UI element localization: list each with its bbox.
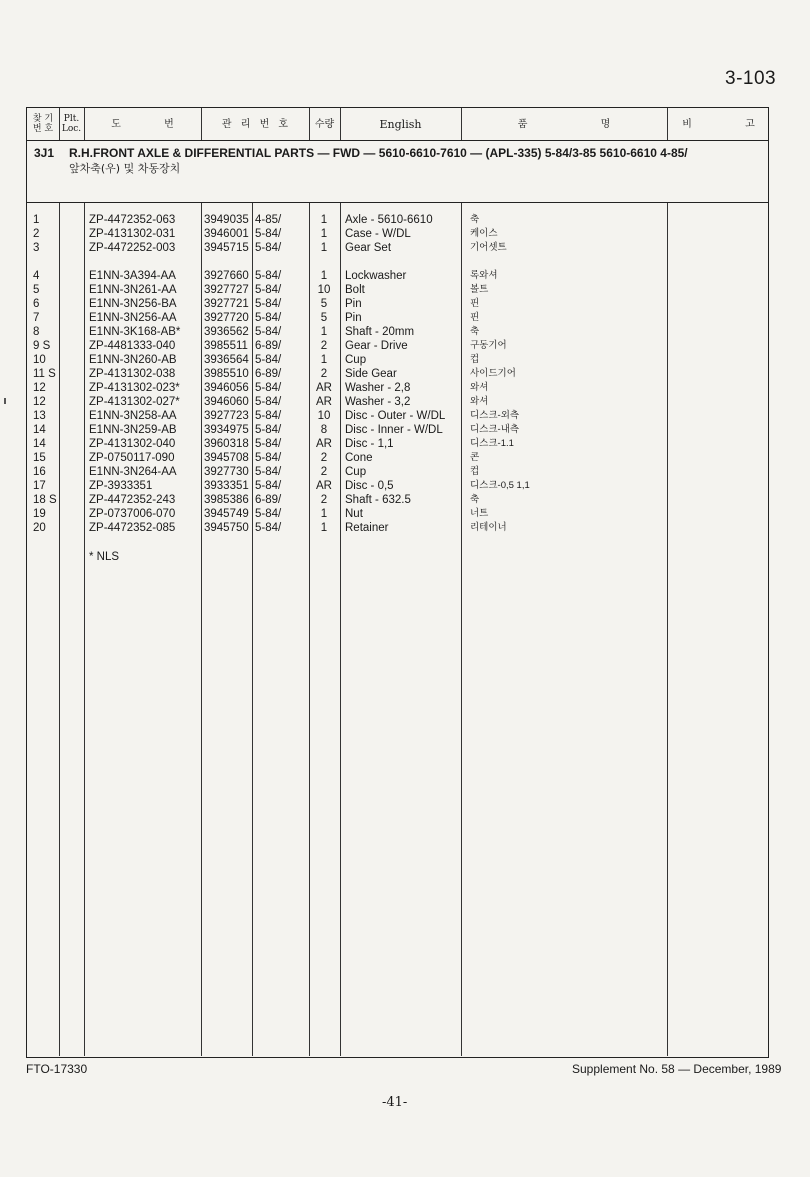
cell-quantity: 1 — [320, 228, 328, 240]
header-ref-no: 찾 기 번 호 — [32, 114, 54, 134]
cell-ref-no: 19 — [33, 508, 46, 520]
cell-quantity: 2 — [320, 340, 328, 352]
cell-korean-name: 축 — [470, 214, 480, 225]
cell-english-name: Disc - Inner - W/DL — [345, 424, 443, 436]
cell-english-name: Washer - 2,8 — [345, 382, 411, 394]
header-part-name: 품 명 — [517, 118, 611, 130]
cell-ref-no: 9 S — [33, 340, 51, 352]
cell-english-name: Gear Set — [345, 242, 392, 254]
cell-korean-name: 핀 — [470, 312, 480, 323]
cell-korean-name: 와셔 — [470, 396, 489, 407]
cell-management-number: 3936562 — [204, 326, 249, 338]
header-remarks: 비 고 — [682, 118, 755, 130]
cell-ref-no: 14 — [33, 424, 46, 436]
cell-ref-no: 10 — [33, 354, 46, 366]
cell-ref-no: 2 — [33, 228, 40, 240]
cell-english-name: Disc - 1,1 — [345, 438, 394, 450]
cell-ref-no: 8 — [33, 326, 40, 338]
cell-quantity: 8 — [320, 424, 328, 436]
table-row — [27, 521, 768, 535]
cell-management-number: 3945750 — [204, 522, 249, 534]
cell-management-number: 3985511 — [204, 340, 248, 352]
cell-management-number: 3960318 — [204, 438, 249, 450]
cell-ref-no: 12 — [33, 382, 46, 394]
table-row — [27, 493, 768, 507]
cell-english-name: Lockwasher — [345, 270, 407, 282]
cell-part-number: ZP-4472252-003 — [89, 242, 176, 254]
cell-part-number: ZP-4131302-040 — [89, 438, 176, 450]
cell-part-number: ZP-0737006-070 — [89, 508, 176, 520]
cell-management-number: 3946001 — [204, 228, 249, 240]
cell-english-name: Cup — [345, 466, 367, 478]
cell-english-name: Washer - 3,2 — [345, 396, 411, 408]
cell-effective-date: 5-84/ — [255, 382, 282, 394]
cell-ref-no: 1 — [33, 214, 40, 226]
cell-ref-no: 11 S — [33, 368, 56, 380]
cell-korean-name: 록와셔 — [470, 270, 498, 281]
header-management-no: 관 리 번 호 — [221, 118, 289, 130]
cell-effective-date: 5-84/ — [255, 466, 282, 478]
cell-effective-date: 5-84/ — [255, 396, 282, 408]
cell-management-number: 3945749 — [204, 508, 249, 520]
cell-korean-name: 디스크-내측 — [470, 424, 520, 435]
cell-korean-name: 디스크-1.1 — [470, 438, 514, 449]
table-row — [27, 451, 768, 465]
cell-quantity: 2 — [320, 494, 328, 506]
table-row — [27, 437, 768, 451]
cell-ref-no: 18 S — [33, 494, 57, 506]
table-row — [27, 395, 768, 409]
cell-part-number: E1NN-3A394-AA — [89, 270, 176, 282]
cell-management-number: 3934975 — [204, 424, 249, 436]
cell-korean-name: 축 — [470, 326, 480, 337]
cell-english-name: Side Gear — [345, 368, 397, 380]
cell-effective-date: 5-84/ — [255, 326, 282, 338]
cell-quantity: 5 — [320, 312, 328, 324]
table-row — [27, 339, 768, 353]
header-english: English — [379, 117, 422, 131]
header-quantity: 수량 — [314, 118, 335, 130]
cell-english-name: Shaft - 20mm — [345, 326, 415, 338]
cell-management-number: 3927727 — [204, 284, 249, 296]
cell-management-number: 3945708 — [204, 452, 249, 464]
cell-quantity: AR — [316, 438, 332, 450]
page-number: 3-103 — [725, 68, 777, 89]
table-row — [27, 283, 768, 297]
cell-effective-date: 5-84/ — [255, 410, 282, 422]
cell-management-number: 3945715 — [204, 242, 249, 254]
cell-ref-no: 14 — [33, 438, 46, 450]
cell-ref-no: 13 — [33, 410, 46, 422]
cell-english-name: Disc - 0,5 — [345, 480, 394, 492]
cell-english-name: Pin — [345, 298, 362, 310]
cell-part-number: E1NN-3N256-BA — [89, 298, 177, 310]
cell-effective-date: 5-84/ — [255, 522, 282, 534]
cell-management-number: 3985386 — [204, 494, 249, 506]
cell-korean-name: 케이스 — [470, 228, 498, 239]
cell-management-number: 3949035 — [204, 214, 249, 226]
cell-effective-date: 5-84/ — [255, 438, 282, 450]
cell-effective-date: 4-85/ — [255, 214, 282, 226]
cell-quantity: 2 — [320, 466, 328, 478]
cell-management-number: 3927721 — [204, 298, 249, 310]
table-row — [27, 311, 768, 325]
cell-english-name: Bolt — [345, 284, 365, 296]
footnote-nls: * NLS — [89, 551, 120, 563]
cell-part-number: ZP-4131302-031 — [89, 228, 176, 240]
cell-effective-date: 5-84/ — [255, 480, 282, 492]
cell-korean-name: 볼트 — [470, 284, 489, 295]
section-korean-title: 앞차축(우) 및 차동장치 — [69, 162, 181, 175]
table-row — [27, 213, 768, 227]
cell-part-number: ZP-4472352-243 — [89, 494, 176, 506]
cell-quantity: 10 — [317, 284, 331, 296]
cell-ref-no: 5 — [33, 284, 40, 296]
footer-page-number: -41- — [382, 1095, 408, 1110]
cell-english-name: Disc - Outer - W/DL — [345, 410, 446, 422]
table-row — [27, 381, 768, 395]
cell-part-number: ZP-4131302-038 — [89, 368, 176, 380]
section-title: R.H.FRONT AXLE & DIFFERENTIAL PARTS — FWD — 5610-6610-7610 — (APL-335) 5-84/3-85 5610-6610 4-85/ — [69, 146, 688, 160]
cell-management-number: 3936564 — [204, 354, 249, 366]
cell-korean-name: 핀 — [470, 298, 480, 309]
cell-management-number: 3985510 — [204, 368, 249, 380]
cell-quantity: 1 — [320, 326, 328, 338]
cell-effective-date: 5-84/ — [255, 424, 282, 436]
cell-management-number: 3933351 — [204, 480, 249, 492]
cell-part-number: E1NN-3N264-AA — [89, 466, 177, 478]
section-code: 3J1 — [34, 146, 55, 160]
parts-rows — [27, 213, 768, 535]
cell-quantity: 1 — [320, 214, 328, 226]
table-row — [27, 297, 768, 311]
cell-ref-no: 16 — [33, 466, 46, 478]
cell-quantity: 1 — [320, 242, 328, 254]
header-plt-loc: Plt. Loc. — [61, 114, 82, 134]
cell-korean-name: 컵 — [470, 354, 480, 365]
cell-effective-date: 6-89/ — [255, 494, 282, 506]
cell-english-name: Axle - 5610-6610 — [345, 214, 433, 226]
cell-effective-date: 5-84/ — [255, 354, 282, 366]
cell-management-number: 3927723 — [204, 410, 249, 422]
table-row — [27, 367, 768, 381]
cell-part-number: ZP-4131302-023* — [89, 382, 180, 394]
cell-ref-no: 12 — [33, 396, 46, 408]
cell-quantity: 1 — [320, 354, 328, 366]
cell-management-number: 3927660 — [204, 270, 249, 282]
cell-quantity: 2 — [320, 452, 328, 464]
cell-english-name: Nut — [345, 508, 363, 520]
cell-management-number: 3946060 — [204, 396, 249, 408]
table-row — [27, 423, 768, 437]
cell-ref-no: 15 — [33, 452, 46, 464]
cell-quantity: 2 — [320, 368, 328, 380]
cell-effective-date: 5-84/ — [255, 270, 282, 282]
table-row — [27, 269, 768, 283]
table-row — [27, 353, 768, 367]
table-row — [27, 507, 768, 521]
cell-management-number: 3927730 — [204, 466, 249, 478]
cell-korean-name: 컵 — [470, 466, 480, 477]
table-row — [27, 325, 768, 339]
table-row — [27, 479, 768, 493]
footer-supplement: Supplement No. 58 — December, 1989 — [572, 1062, 782, 1076]
cell-ref-no: 20 — [33, 522, 46, 534]
cell-effective-date: 5-84/ — [255, 452, 282, 464]
cell-quantity: 1 — [320, 508, 328, 520]
cell-management-number: 3927720 — [204, 312, 249, 324]
cell-effective-date: 5-84/ — [255, 242, 282, 254]
table-row — [27, 241, 768, 255]
cell-korean-name: 리테이너 — [470, 522, 507, 533]
cell-quantity: 1 — [320, 522, 328, 534]
cell-quantity: 10 — [317, 410, 331, 422]
cell-english-name: Retainer — [345, 522, 389, 534]
parts-table — [26, 107, 769, 1058]
cell-effective-date: 6-89/ — [255, 368, 282, 380]
cell-english-name: Cup — [345, 354, 367, 366]
cell-effective-date: 5-84/ — [255, 508, 282, 520]
cell-english-name: Shaft - 632.5 — [345, 494, 411, 506]
cell-korean-name: 축 — [470, 494, 480, 505]
cell-english-name: Pin — [345, 312, 362, 324]
cell-english-name: Case - W/DL — [345, 228, 411, 240]
cell-quantity: AR — [316, 480, 332, 492]
cell-effective-date: 5-84/ — [255, 298, 282, 310]
cell-effective-date: 5-84/ — [255, 312, 282, 324]
cell-part-number: ZP-4481333-040 — [89, 340, 176, 352]
cell-part-number: E1NN-3N259-AB — [89, 424, 177, 436]
cell-korean-name: 와셔 — [470, 382, 489, 393]
table-row — [27, 227, 768, 241]
cell-effective-date: 6-89/ — [255, 340, 282, 352]
cell-ref-no: 17 — [33, 480, 46, 492]
cell-quantity: 5 — [320, 298, 328, 310]
cell-korean-name: 디스크-0,5 1,1 — [470, 480, 530, 491]
header-rule — [27, 140, 768, 141]
cell-part-number: ZP-4472352-063 — [89, 214, 176, 226]
cell-part-number: E1NN-3N261-AA — [89, 284, 177, 296]
cell-part-number: ZP-4472352-085 — [89, 522, 176, 534]
cell-ref-no: 3 — [33, 242, 40, 254]
cell-part-number: ZP-4131302-027* — [89, 396, 180, 408]
cell-quantity: AR — [316, 396, 332, 408]
cell-part-number: ZP-0750117-090 — [89, 452, 175, 464]
header-drawing-no: 도 번 — [111, 118, 174, 130]
cell-effective-date: 5-84/ — [255, 284, 282, 296]
cell-ref-no: 6 — [33, 298, 40, 310]
footer-doc-number: FTO-17330 — [26, 1062, 88, 1076]
cell-part-number: E1NN-3N260-AB — [89, 354, 177, 366]
cell-korean-name: 기어셋트 — [470, 242, 507, 253]
cell-ref-no: 4 — [33, 270, 40, 282]
cell-part-number: E1NN-3N256-AA — [89, 312, 177, 324]
cell-ref-no: 7 — [33, 312, 40, 324]
cell-english-name: Cone — [345, 452, 373, 464]
cell-korean-name: 너트 — [470, 508, 489, 519]
cell-quantity: 1 — [320, 270, 328, 282]
cell-part-number: E1NN-3N258-AA — [89, 410, 177, 422]
cell-quantity: AR — [316, 382, 332, 394]
cell-korean-name: 디스크-외측 — [470, 410, 520, 421]
cell-korean-name: 콘 — [470, 452, 480, 463]
cell-korean-name: 구동기어 — [470, 340, 507, 351]
cell-korean-name: 사이드기어 — [470, 368, 516, 379]
table-row — [27, 409, 768, 423]
title-rule — [27, 202, 768, 203]
table-row — [27, 465, 768, 479]
edge-mark — [4, 398, 6, 404]
cell-management-number: 3946056 — [204, 382, 249, 394]
cell-part-number: E1NN-3K168-AB* — [89, 326, 181, 338]
cell-english-name: Gear - Drive — [345, 340, 408, 352]
cell-effective-date: 5-84/ — [255, 228, 282, 240]
cell-part-number: ZP-3933351 — [89, 480, 153, 492]
